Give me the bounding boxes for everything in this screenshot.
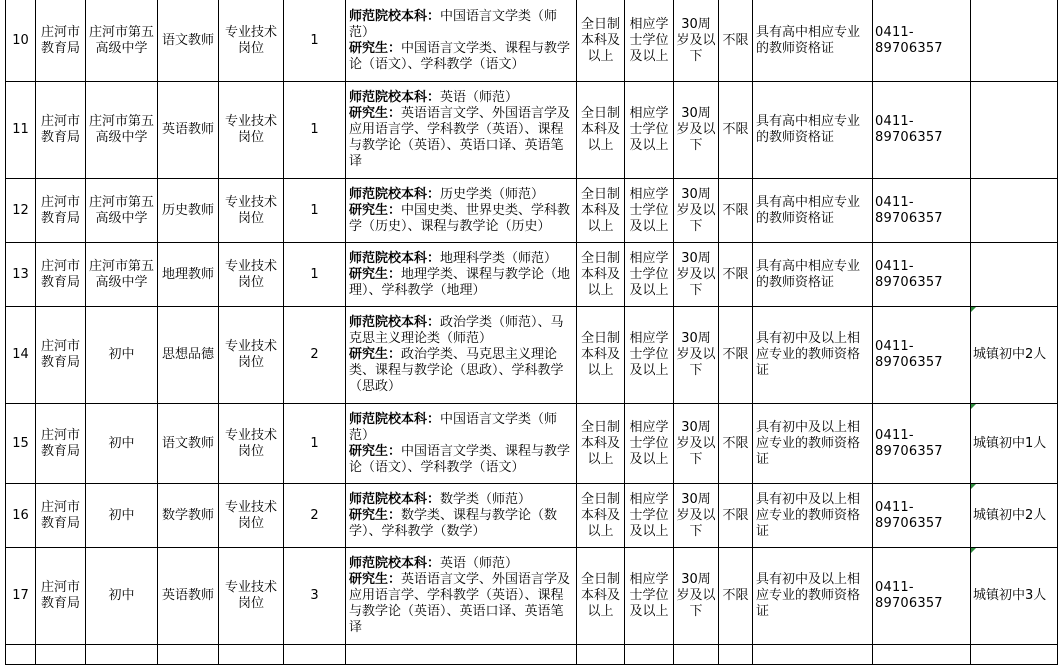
req-a: 政治学类（师范）、马克思主义理论类（师范） [349, 315, 564, 346]
age-limit-cell: 30周岁及以下 [674, 82, 719, 179]
table-row [6, 404, 1058, 484]
remark-cell [971, 82, 1058, 179]
row-number-cell: 10 [6, 0, 36, 82]
remark-cell [971, 645, 1058, 665]
age-limit-cell: 30周岁及以下 [674, 484, 719, 548]
degree-cell: 相应学士学位及以上 [625, 179, 674, 243]
table-row [6, 82, 1058, 179]
table-body [6, 0, 1058, 665]
table-row [6, 548, 1058, 645]
teacher-certificate-cell: 具有初中及以上相应专业的教师资格证 [753, 484, 873, 548]
major-requirements-cell [346, 82, 577, 179]
remark-cell: 城镇初中3人 [971, 548, 1058, 645]
department-cell: 庄河市教育局 [36, 307, 86, 404]
employer-unit-cell: 庄河市第五高级中学 [86, 0, 158, 82]
req-b-label: 研究生： [349, 507, 402, 523]
row-number-cell [6, 645, 36, 665]
education-cell: 全日制本科及以上 [577, 82, 625, 179]
req-a-label: 师范院校本科： [349, 491, 441, 507]
table-row [6, 645, 1058, 665]
contact-phone-cell: 0411-89706357 [873, 179, 971, 243]
remark-cell [971, 0, 1058, 82]
job-category-cell: 专业技术岗位 [219, 82, 284, 179]
department-cell: 庄河市教育局 [36, 82, 86, 179]
req-a: 历史学类（师范） [440, 186, 545, 202]
major-requirements-cell [346, 484, 577, 548]
degree-cell: 相应学士学位及以上 [625, 243, 674, 307]
other-condition-cell [719, 645, 753, 665]
contact-phone-cell: 0411-89706357 [873, 0, 971, 82]
req-a: 中国语言文学类（师范） [349, 8, 558, 40]
contact-phone-cell: 0411-89706357 [873, 243, 971, 307]
hire-count-cell: 2 [284, 484, 346, 548]
hire-count-cell: 1 [284, 0, 346, 82]
degree-cell: 相应学士学位及以上 [625, 82, 674, 179]
degree-cell: 相应学士学位及以上 [625, 548, 674, 645]
age-limit-cell: 30周岁及以下 [674, 548, 719, 645]
hire-count-cell: 1 [284, 243, 346, 307]
employer-unit-cell [86, 645, 158, 665]
job-category-cell: 专业技术岗位 [219, 484, 284, 548]
age-limit-cell: 30周岁及以下 [674, 404, 719, 484]
age-limit-cell: 30周岁及以下 [674, 307, 719, 404]
education-cell: 全日制本科及以上 [577, 243, 625, 307]
row-number-cell: 13 [6, 243, 36, 307]
age-limit-cell [674, 645, 719, 665]
req-a-label: 师范院校本科： [349, 90, 441, 105]
job-title-cell: 数学教师 [158, 484, 219, 548]
employer-unit-cell: 庄河市第五高级中学 [86, 179, 158, 243]
table-row [6, 179, 1058, 243]
contact-phone-cell: 0411-89706357 [873, 484, 971, 548]
row-number-cell: 15 [6, 404, 36, 484]
req-b: 中国史类、世界史类、学科教学（历史）、课程与教学论（历史） [349, 202, 571, 234]
req-b: 中国语言文学类、课程与教学论（语文）、学科教学（语文） [349, 40, 571, 72]
contact-phone-cell: 0411-89706357 [873, 82, 971, 179]
row-number-cell: 12 [6, 179, 36, 243]
contact-phone-cell: 0411-89706357 [873, 307, 971, 404]
job-category-cell: 专业技术岗位 [219, 0, 284, 82]
req-b: 地理学类、课程与教学论（地理）、学科教学（地理） [349, 266, 571, 298]
age-limit-cell: 30周岁及以下 [674, 0, 719, 82]
hire-count-cell: 2 [284, 307, 346, 404]
degree-cell: 相应学士学位及以上 [625, 0, 674, 82]
table-row [6, 307, 1058, 404]
education-cell: 全日制本科及以上 [577, 548, 625, 645]
remark-cell: 城镇初中1人 [971, 404, 1058, 484]
hire-count-cell [284, 645, 346, 665]
hire-count-cell: 1 [284, 82, 346, 179]
req-a: 数学类（师范） [440, 491, 532, 507]
major-requirements-cell [346, 404, 577, 484]
row-number-cell: 16 [6, 484, 36, 548]
req-a: 地理科学类（师范） [440, 250, 558, 266]
teacher-certificate-cell: 具有高中相应专业的教师资格证 [753, 179, 873, 243]
contact-phone-cell: 0411-89706357 [873, 404, 971, 484]
major-requirements-cell [346, 243, 577, 307]
req-b-label: 研究生： [349, 572, 402, 587]
major-requirements-cell [346, 645, 577, 665]
req-a-label: 师范院校本科： [349, 186, 441, 202]
department-cell: 庄河市教育局 [36, 548, 86, 645]
department-cell: 庄河市教育局 [36, 179, 86, 243]
degree-cell: 相应学士学位及以上 [625, 484, 674, 548]
major-requirements-cell [346, 548, 577, 645]
req-b-label: 研究生： [349, 106, 402, 121]
employer-unit-cell: 初中 [86, 307, 158, 404]
job-title-cell: 地理教师 [158, 243, 219, 307]
hire-count-cell: 1 [284, 404, 346, 484]
req-b: 英语语言文学、外国语言学及应用语言学、学科教学（英语）、课程与教学论（英语）、英语口译、英语笔译 [349, 572, 571, 635]
major-requirements-cell [346, 307, 577, 404]
other-condition-cell: 不限 [719, 307, 753, 404]
req-a-label: 师范院校本科： [349, 250, 441, 266]
teacher-certificate-cell: 具有初中及以上相应专业的教师资格证 [753, 404, 873, 484]
job-category-cell: 专业技术岗位 [219, 179, 284, 243]
education-cell: 全日制本科及以上 [577, 404, 625, 484]
education-cell: 全日制本科及以上 [577, 484, 625, 548]
hire-count-cell: 3 [284, 548, 346, 645]
department-cell: 庄河市教育局 [36, 404, 86, 484]
education-cell: 全日制本科及以上 [577, 0, 625, 82]
remark-cell [971, 243, 1058, 307]
remark-cell [971, 179, 1058, 243]
job-category-cell: 专业技术岗位 [219, 548, 284, 645]
degree-cell: 相应学士学位及以上 [625, 307, 674, 404]
education-cell: 全日制本科及以上 [577, 307, 625, 404]
employer-unit-cell: 庄河市第五高级中学 [86, 82, 158, 179]
employer-unit-cell: 初中 [86, 404, 158, 484]
contact-phone-cell: 0411-89706357 [873, 548, 971, 645]
row-number-cell: 17 [6, 548, 36, 645]
employer-unit-cell: 庄河市第五高级中学 [86, 243, 158, 307]
teacher-certificate-cell: 具有高中相应专业的教师资格证 [753, 243, 873, 307]
job-category-cell: 专业技术岗位 [219, 404, 284, 484]
req-a-label: 师范院校本科： [349, 8, 441, 24]
education-cell [577, 645, 625, 665]
employer-unit-cell: 初中 [86, 548, 158, 645]
other-condition-cell: 不限 [719, 484, 753, 548]
req-b-label: 研究生： [349, 202, 402, 218]
recruitment-table [5, 0, 1058, 665]
department-cell: 庄河市教育局 [36, 243, 86, 307]
req-b-label: 研究生： [349, 40, 402, 56]
req-a: 英语（师范） [440, 90, 519, 105]
degree-cell: 相应学士学位及以上 [625, 404, 674, 484]
other-condition-cell: 不限 [719, 243, 753, 307]
req-a: 中国语言文学类（师范） [349, 411, 558, 443]
req-a-label: 师范院校本科： [349, 556, 441, 571]
table-row [6, 243, 1058, 307]
teacher-certificate-cell: 具有初中及以上相应专业的教师资格证 [753, 307, 873, 404]
req-b: 英语语言文学、外国语言学及应用语言学、学科教学（英语）、课程与教学论（英语）、英语口译、英语笔译 [349, 106, 571, 169]
major-requirements-cell [346, 0, 577, 82]
req-a-label: 师范院校本科： [349, 315, 441, 330]
job-title-cell: 英语教师 [158, 82, 219, 179]
teacher-certificate-cell [753, 645, 873, 665]
teacher-certificate-cell: 具有高中相应专业的教师资格证 [753, 82, 873, 179]
education-cell: 全日制本科及以上 [577, 179, 625, 243]
age-limit-cell: 30周岁及以下 [674, 179, 719, 243]
row-number-cell: 11 [6, 82, 36, 179]
req-b: 数学类、课程与教学论（数学）、学科教学（数学） [349, 507, 558, 539]
teacher-certificate-cell: 具有初中及以上相应专业的教师资格证 [753, 548, 873, 645]
contact-phone-cell [873, 645, 971, 665]
req-b-label: 研究生： [349, 443, 402, 459]
req-a: 英语（师范） [440, 556, 519, 571]
job-title-cell: 语文教师 [158, 404, 219, 484]
other-condition-cell: 不限 [719, 82, 753, 179]
req-a-label: 师范院校本科： [349, 411, 441, 427]
job-category-cell [219, 645, 284, 665]
job-title-cell [158, 645, 219, 665]
remark-cell: 城镇初中2人 [971, 307, 1058, 404]
job-title-cell: 历史教师 [158, 179, 219, 243]
other-condition-cell: 不限 [719, 404, 753, 484]
department-cell [36, 645, 86, 665]
row-number-cell: 14 [6, 307, 36, 404]
req-b: 中国语言文学类、课程与教学论（语文）、学科教学（语文） [349, 443, 571, 475]
req-b: 政治学类、马克思主义理论类、课程与教学论（思政）、学科教学（思政） [349, 347, 564, 394]
req-b-label: 研究生： [349, 347, 402, 362]
other-condition-cell: 不限 [719, 179, 753, 243]
degree-cell [625, 645, 674, 665]
req-b-label: 研究生： [349, 266, 402, 282]
age-limit-cell: 30周岁及以下 [674, 243, 719, 307]
job-category-cell: 专业技术岗位 [219, 307, 284, 404]
table-row [6, 484, 1058, 548]
other-condition-cell: 不限 [719, 0, 753, 82]
job-title-cell: 英语教师 [158, 548, 219, 645]
other-condition-cell: 不限 [719, 548, 753, 645]
department-cell: 庄河市教育局 [36, 484, 86, 548]
remark-cell: 城镇初中2人 [971, 484, 1058, 548]
job-title-cell: 语文教师 [158, 0, 219, 82]
department-cell: 庄河市教育局 [36, 0, 86, 82]
table-row [6, 0, 1058, 82]
job-title-cell: 思想品德 [158, 307, 219, 404]
job-category-cell: 专业技术岗位 [219, 243, 284, 307]
teacher-certificate-cell: 具有高中相应专业的教师资格证 [753, 0, 873, 82]
employer-unit-cell: 初中 [86, 484, 158, 548]
major-requirements-cell [346, 179, 577, 243]
hire-count-cell: 1 [284, 179, 346, 243]
